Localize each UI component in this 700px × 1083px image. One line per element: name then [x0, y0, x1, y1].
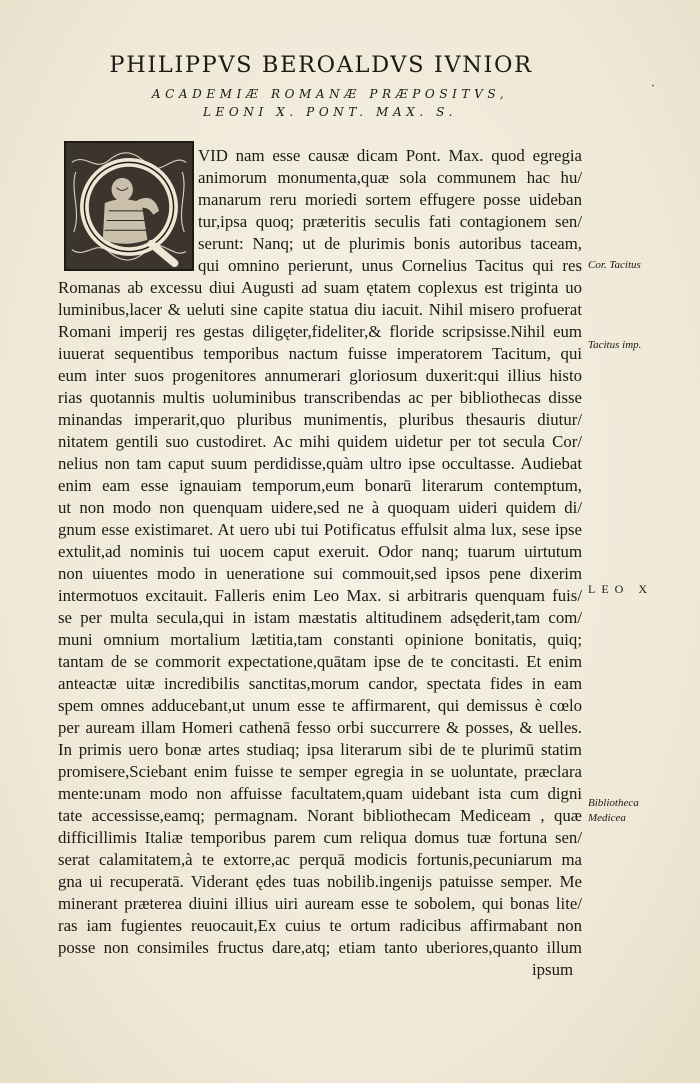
text-line: intermotuos excitauit. Falleris enim Leo Max. si arbitraris quenquam fuis/ [58, 586, 582, 605]
page-subtitle-1: ACADEMIÆ ROMANÆ PRÆPOSITVS, [151, 87, 509, 101]
text-line: extulit,ad nominis tui uocem caput exeruit. Odor nanq; tuarum uirtutum [58, 542, 582, 561]
decorated-initial-q-icon [64, 141, 194, 271]
text-line: animorum monumenta,quæ sola communem hac hu/ [198, 168, 582, 187]
corner-mark: ˙ [649, 82, 657, 101]
text-line: enim eam esse ignauiam temporum,eum bonarū literarum contemptum, [58, 476, 582, 495]
text-line: nelius non tam caput suum perdidisse,quàm ultro ipse occultasse. Audiebat [58, 454, 582, 473]
text-line: minerant præterea diuini illius uiri auream esse te sobolem, qui bonas lite/ [58, 894, 582, 913]
text-line: gnum esse existimaret. At uero ubi tui Potificatus effulsit alma lux, sese ipse [58, 520, 582, 539]
text-line: spem omnes adducebant,ut unum esse te affirmarent, qui demissus è cœlo [58, 696, 582, 715]
text-line: per auream illam Homeri cathenā fesso orbi succurrere & posses, & uelles. [58, 718, 582, 737]
text-line: ras iam fugientes reuocauit,Ex cuius te ortum radicibus affirmabant non [58, 916, 582, 935]
text-line: se per multa secula,qui in istam mæstatis altitudinem adsęderit,tam com/ [58, 608, 582, 627]
margin-note-bibliotheca: Bibliotheca [588, 797, 639, 809]
page-subtitle-2: LEONI X. PONT. MAX. S. [202, 105, 457, 119]
margin-note-medicea: Medicea [588, 812, 626, 824]
text-line: In primis uero bonæ artes studiaq; ipsa literarum sibi de te plurimū statim [58, 740, 582, 759]
text-line: nitatem gentili suo custodiret. Ac mihi quidem uidetur per tot secula Cor/ [58, 432, 582, 451]
text-line: tantam de se commorit expectatione,quātam ipse de te concitasti. Et enim [58, 652, 582, 671]
text-line: serunt: Nanq; ut de plurimis bonis autoribus taceam, [198, 234, 582, 253]
text-line: mente:unam modo non affuisse facultatem,quam uidebant ista cum digni [58, 784, 582, 803]
text-line: Romani imperij res gestas diligęter,fideliter,& floride scripsisse.Nihil eum [58, 322, 582, 341]
text-line: muni omnium mortalium lætitia,tam constanti opinione bonitatis, quiq; [58, 630, 582, 649]
text-line: manarum reru moriedi sortem effugere posse uideban [198, 190, 582, 209]
text-line: ut non modo non quenquam uidere,sed ne à quoquam uideri quidem di/ [58, 498, 582, 517]
text-line: non uiuentes modo in ueneratione sui commouit,sed ipsos pene dixerim [58, 564, 582, 583]
text-line: iuuerat sequentibus temporibus nactum fuisse imperatorem Tacitum, qui [58, 344, 582, 363]
text-line: gna ui recuperatā. Viderant ędes tuas nobilib.ingenijs patuisse semper. Me [58, 872, 582, 891]
margin-note-cor-tacitus: Cor. Tacitus [588, 259, 641, 271]
text-line: tate accessisse,eamq; permagnam. Norant bibliothecam Mediceam , quæ [58, 806, 582, 825]
text-line: difficillimis Italiæ temporibus parem cum reliqua domus tuæ fortuna sen/ [58, 828, 582, 847]
text-line: qui omnino perierunt, unus Cornelius Tacitus qui res [198, 256, 582, 275]
text-line: Romanas ab excessu diui Augusti ad suam ętatem coplexus est triginta uo [58, 278, 582, 297]
margin-note-leo-x: LEO X [588, 582, 653, 596]
catchword: ipsum [532, 960, 574, 979]
text-line: tur,ipsa quoq; præteritis seculis fati contagionem sen/ [198, 212, 582, 231]
text-line: VID nam esse causæ dicam Pont. Max. quod egregia [198, 146, 582, 165]
text-line: eum inter suos progenitores annumerari gloriosum duxerit:qui illius histo [58, 366, 582, 385]
margin-note-tacitus-imp: Tacitus imp. [588, 339, 642, 351]
text-line: promisere,Sciebant enim fuisse te semper egregia in se uoluntate, præclara [58, 762, 582, 781]
text-line: posse non consimiles fructus dare,atq; etiam tanto uberiores,quanto illum [58, 938, 582, 957]
page-title: PHILIPPVS BEROALDVS IVNIOR [109, 52, 533, 78]
text-line: rias quotannis multis uoluminibus transcribendas ac per bibliothecas disse [58, 388, 582, 407]
text-line: serat calamitatem,à te extorre,ac perquā modicis fortunis,pecuniarum ma [58, 850, 582, 869]
text-line: minandas imperarit,quo pluribus munimentis, pluribus thesauris diutur/ [58, 410, 582, 429]
text-line: luminibus,lacer & ueluti sine capite statua diu iacuit. Nihil misero profuerat [58, 300, 582, 319]
text-line: anteactæ uitæ incredibilis sanctitas,morum candor, spectata fides in eam [58, 674, 582, 693]
